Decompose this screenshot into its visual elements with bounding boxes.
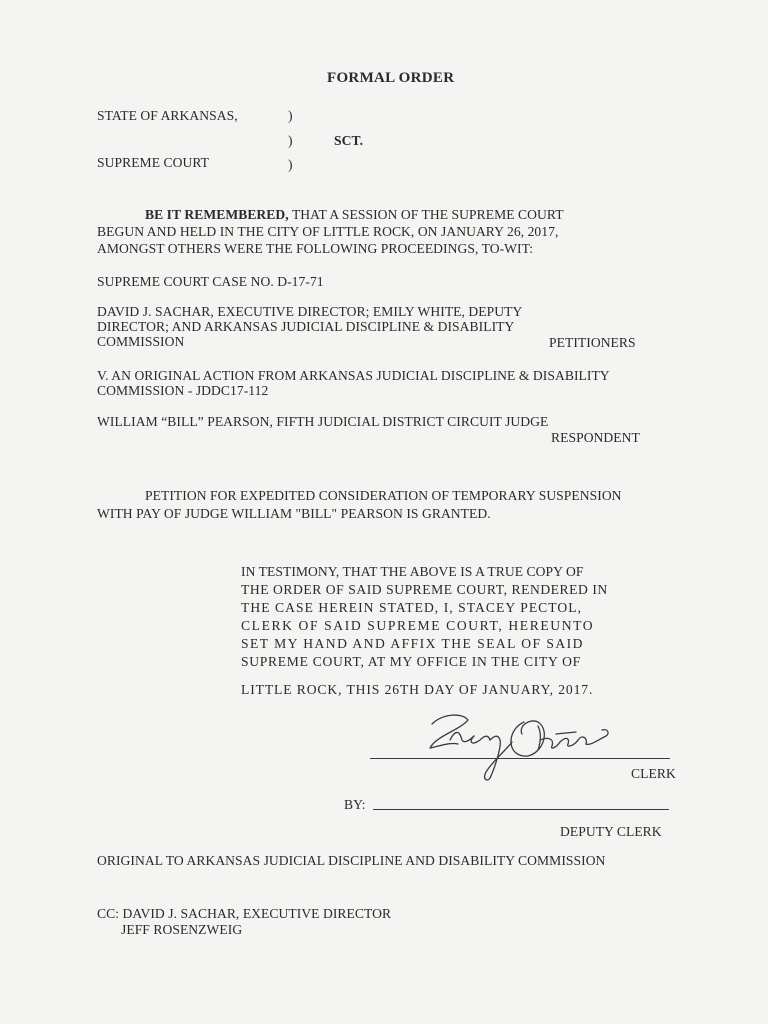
caption-state: STATE OF ARKANSAS, [97, 108, 238, 123]
caption-paren: ) [288, 157, 293, 172]
respondent-role: RESPONDENT [551, 430, 640, 445]
caption-sct: SCT. [334, 133, 364, 148]
original-to: ORIGINAL TO ARKANSAS JUDICIAL DISCIPLINE AND DISABILITY COMMISSION [97, 853, 606, 868]
respondent-line-1: WILLIAM “BILL” PEARSON, FIFTH JUDICIAL DISTRICT CIRCUIT JUDGE [97, 414, 549, 429]
testimony-line-2: THE ORDER OF SAID SUPREME COURT, RENDERED IN [241, 582, 608, 597]
case-number: SUPREME COURT CASE NO. D-17-71 [97, 274, 324, 289]
petitioners-line-1: DAVID J. SACHAR, EXECUTIVE DIRECTOR; EMILY WHITE, DEPUTY [97, 304, 523, 319]
clerk-label: CLERK [631, 766, 676, 781]
testimony-line-1: IN TESTIMONY, THAT THE ABOVE IS A TRUE COPY OF [241, 564, 584, 579]
action-line-2: COMMISSION - JDDC17-112 [97, 383, 269, 398]
petitioners-line-2: DIRECTOR; AND ARKANSAS JUDICIAL DISCIPLINE & DISABILITY [97, 319, 515, 334]
preamble-lead: BE IT REMEMBERED, [145, 207, 289, 222]
deputy-clerk-label: DEPUTY CLERK [560, 824, 662, 839]
testimony-line-4: CLERK OF SAID SUPREME COURT, HEREUNTO [241, 618, 595, 633]
clerk-signature-line [370, 758, 670, 759]
ruling-line-1: PETITION FOR EXPEDITED CONSIDERATION OF TEMPORARY SUSPENSION [145, 488, 622, 503]
cc-line-1: CC: DAVID J. SACHAR, EXECUTIVE DIRECTOR [97, 906, 392, 921]
testimony-line-6: SUPREME COURT, AT MY OFFICE IN THE CITY OF [241, 654, 581, 669]
caption-court: SUPREME COURT [97, 155, 210, 170]
petitioners-line-3: COMMISSION [97, 334, 185, 349]
by-label: BY: [344, 797, 366, 812]
document-title: FORMAL ORDER [327, 70, 455, 86]
petitioners-role: PETITIONERS [549, 335, 636, 350]
action-line-1: V. AN ORIGINAL ACTION FROM ARKANSAS JUDICIAL DISCIPLINE & DISABILITY [97, 368, 610, 383]
deputy-signature-line [373, 809, 669, 810]
caption-paren: ) [288, 133, 293, 148]
clerk-signature [410, 700, 620, 790]
preamble-line-1 [145, 207, 564, 223]
cc-line-2: JEFF ROSENZWEIG [121, 922, 243, 937]
testimony-line-7: LITTLE ROCK, THIS 26TH DAY OF JANUARY, 2017. [241, 682, 594, 697]
preamble-line-3: AMONGST OTHERS WERE THE FOLLOWING PROCEEDINGS, TO-WIT: [97, 241, 534, 256]
preamble-line-1-rest: THAT A SESSION OF THE SUPREME COURT [288, 207, 564, 222]
testimony-line-5: SET MY HAND AND AFFIX THE SEAL OF SAID [241, 636, 584, 651]
caption-paren: ) [288, 108, 293, 123]
preamble-line-2: BEGUN AND HELD IN THE CITY OF LITTLE ROCK, ON JANUARY 26, 2017, [97, 224, 559, 239]
testimony-line-3: THE CASE HEREIN STATED, I, STACEY PECTOL, [241, 600, 583, 615]
ruling-line-2: WITH PAY OF JUDGE WILLIAM "BILL" PEARSON IS GRANTED. [97, 506, 491, 521]
